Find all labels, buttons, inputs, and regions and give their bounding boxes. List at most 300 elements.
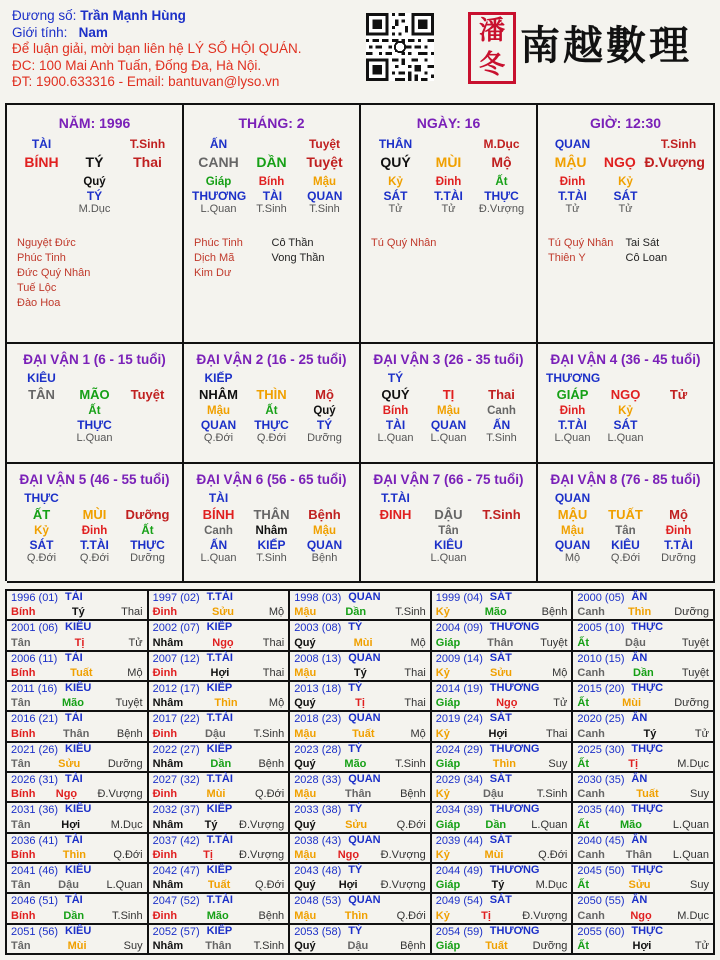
pillar-hidden-stem-row-cell [15,176,68,189]
dai-van-stage-row-cell: L.Quan [200,552,237,564]
year-stem: Đinh [152,788,178,801]
year-god-label: TÝ [348,742,363,755]
year-stem: Quý [294,940,316,952]
year-cell[interactable] [573,773,715,803]
year-stage: Thai [262,667,285,679]
year-cell[interactable] [290,743,432,773]
year-stem: Kỷ [435,667,450,679]
pillar-main-row-cell: QUÝ [380,154,411,170]
year-stem: Ất [577,636,589,649]
year-details [11,697,143,709]
year-stage: Tử [553,697,568,710]
year-branch: Hợi [210,667,230,679]
pillar-hidden-stem-row-cell: Bính [258,176,285,188]
year-stem: Quý [294,758,316,770]
dai-van-cell[interactable] [538,344,715,464]
dai-van-title: ĐẠI VẬN 3 (26 - 35 tuổi) [373,352,524,367]
year-branch: Tý [353,667,367,679]
year-branch: Dần [345,606,367,619]
pillar-hidden-stem-row [546,176,705,189]
year-cell[interactable] [7,621,149,651]
year-god-label: ẤN [631,833,648,846]
dai-van-stage-row-cell: Q.Đới [79,552,110,564]
year-god-label: ẤN [631,651,648,664]
year-stage: Bệnh [400,788,426,801]
pillar-god-row-cell: TÝ [86,189,103,203]
year-branch: Hợi [632,940,652,952]
year-cell[interactable] [149,621,291,651]
year-label: 2001 (06) [11,622,59,635]
year-stem: Ất [577,940,589,952]
year-cell[interactable] [432,773,574,803]
year-label: 2051 (56) [11,925,59,938]
year-details [11,667,143,679]
year-label: 2005 (10) [577,622,625,635]
dai-van-stage-row-cell: L.Quan [607,432,644,444]
pillar-god-row [15,189,174,203]
pillar-main-row [192,154,351,171]
year-cell[interactable] [432,864,574,894]
dai-van-top-row [15,491,174,505]
year-cell[interactable] [7,652,149,682]
year-details [153,606,285,618]
seal-char-1: 潘 [478,16,505,46]
year-cell[interactable] [290,712,432,742]
year-details [294,879,426,891]
year-cell[interactable] [290,621,432,651]
dai-van-main-row [546,507,705,523]
dai-van-god-row-cell: T.TÀI [80,538,109,552]
year-branch: Mão [619,818,642,831]
year-stem: Kỷ [435,909,450,922]
year-details [11,819,143,831]
year-cell[interactable] [432,925,574,955]
dai-van-cell[interactable] [7,464,184,583]
dai-van-top-row-cell: QUAN [554,491,591,505]
year-branch: Dậu [204,727,226,740]
year-god-label: KIÊU [65,803,92,816]
year-cell[interactable] [7,743,149,773]
owner-name: Trần Mạnh Hùng [80,8,186,23]
year-label: 2004 (09) [435,622,483,635]
year-cell[interactable] [149,894,291,924]
pillar-god-row-cell: THƯƠNG [192,189,247,203]
year-cell[interactable] [432,803,574,833]
dai-van-main-row-cell: Thai [488,387,515,402]
pillar-top-row-cell: THÂN [378,137,413,151]
year-label: 2032 (37) [152,804,200,817]
star-label: Thiên Y [548,252,586,264]
year-stage: Thai [404,697,426,710]
year-stage: Bệnh [116,727,143,740]
dai-van-god-row-cell: KIÊU [611,538,640,552]
year-label: 2023 (28) [294,743,342,756]
year-cell[interactable] [573,743,715,773]
year-cell[interactable] [432,894,574,924]
year-cell[interactable] [573,621,715,651]
dai-van-main-row-cell: Tử [669,387,688,402]
year-stem: Nhâm [152,879,184,892]
year-stage: Q.Đới [113,849,143,861]
pillar-main-row-cell: TÝ [85,154,104,170]
dai-van-main-row-cell: GIÁP [556,387,589,402]
pillar-stars [17,236,172,311]
dai-van-god-row-cell: KIẾP [257,538,286,552]
dai-van-stage-row-cell: L.Quan [377,432,414,444]
year-label: 2012 (17) [152,683,200,695]
pillar-god-row [546,189,705,203]
year-details [11,758,143,770]
year-label: 1997 (02) [152,592,200,604]
year-cell[interactable] [573,591,715,621]
year-cell[interactable] [149,864,291,894]
year-cell[interactable] [432,834,574,864]
year-stage: T.Sinh [536,788,568,801]
pillar-hidden-stem-row-cell: Đinh [435,176,462,188]
year-cell[interactable] [432,652,574,682]
year-cell[interactable] [7,894,149,924]
year-stem: Mậu [294,727,317,740]
year-cell[interactable] [290,652,432,682]
dai-van-stage-row-cell: Dưỡng [661,552,696,564]
year-label: 2028 (33) [294,774,342,786]
year-god-label: THỰC [631,682,664,694]
year-details [153,728,285,740]
year-label: 2041 (46) [11,865,59,877]
year-label: 2020 (25) [577,713,625,726]
dai-van-cell[interactable] [361,464,538,583]
year-label: 2030 (35) [577,774,625,786]
year-stage: Mộ [268,606,285,619]
year-stem: Kỷ [435,606,450,619]
year-stem: Nhâm [152,940,184,952]
year-branch: Mùi [353,636,373,649]
year-details [577,667,709,679]
dai-van-main-row [192,387,351,403]
year-label: 2049 (54) [435,895,483,908]
year-details [153,879,285,891]
star-label: Tai Sát [625,237,660,249]
dai-van-god-row-cell [15,418,68,432]
year-stem: Quý [294,879,316,892]
dai-van-top-row-cell: KIẾP [204,371,233,385]
year-cell[interactable] [7,712,149,742]
year-god-label: KIẾP [206,924,233,937]
dai-van-god-row-cell: QUAN [200,418,237,432]
dai-van-cell[interactable] [184,464,361,583]
year-god-label: T.TÀI [206,773,233,785]
year-cell[interactable] [432,743,574,773]
dai-van-hidden-stem-row-cell: Ất [88,405,101,417]
year-branch: Sửu [211,606,234,619]
year-label: 2055 (60) [577,925,625,938]
year-cell[interactable] [149,834,291,864]
year-branch: Tị [74,636,85,649]
year-branch: Ngọ [55,788,78,801]
year-stage: Mộ [552,667,568,679]
year-details [436,606,568,618]
contact-note: Để luận giải, mời bạn liên hệ LÝ SỐ HỘI QUÁN. [12,41,302,56]
year-stage: Q.Đới [396,818,426,831]
year-god-label: THỰC [631,742,664,755]
star-label [95,236,173,251]
year-cell[interactable] [149,773,291,803]
year-god-label: KIẾP [206,864,233,876]
dai-van-top-row-cell: THỰC [24,491,59,505]
dai-van-main-row-cell: NHÂM [199,387,238,402]
year-label: 2033 (38) [294,804,342,817]
year-branch: Thìn [62,849,87,861]
year-details [577,849,709,861]
year-cell[interactable] [7,925,149,955]
year-stage: Đ.Vượng [97,788,143,801]
dai-van-cell[interactable] [184,344,361,464]
year-stage: L.Quan [106,879,143,892]
dai-van-hidden-stem-row-cell: Kỷ [618,405,633,417]
pillar-hidden-stem-row-cell: Kỷ [618,176,633,188]
dai-van-top-row-cell: KIÊU [27,371,56,385]
pillar-god-row-cell: SÁT [383,189,408,203]
year-branch: Hợi [61,818,81,831]
year-stage: Đ.Vượng [380,879,426,892]
year-cell[interactable] [573,652,715,682]
year-label: 2008 (13) [294,652,342,665]
dai-van-title: ĐẠI VẬN 7 (66 - 75 tuổi) [373,472,524,487]
year-label: 2027 (32) [152,774,200,786]
year-stage: Tử [128,636,143,649]
year-cell[interactable] [290,925,432,955]
year-label: 2037 (42) [152,834,200,847]
year-label: 2048 (53) [294,895,342,908]
year-details [436,879,568,891]
year-branch: Tuất [352,727,375,740]
year-cell[interactable] [149,803,291,833]
dai-van-title: ĐẠI VẬN 6 (56 - 65 tuổi) [196,472,347,487]
year-details [436,697,568,709]
year-stem: Giáp [435,636,461,649]
year-details [153,910,285,922]
dai-van-stage-row [369,552,528,565]
year-stage: Tuyệt [540,636,568,649]
year-stage: Mộ [268,697,285,710]
pillar-top-row-cell: ẤN [209,137,228,151]
year-stem: Tân [11,636,31,649]
year-god-label: KIẾP [206,803,233,816]
year-stage: L.Quan [672,818,709,831]
dai-van-cell[interactable] [538,464,715,583]
dai-van-stage-row-cell: Q.Đới [610,552,641,564]
year-stem: Mậu [294,788,317,801]
year-stage: Tuyệt [681,667,709,679]
year-cell[interactable] [149,925,291,955]
year-god-label: SÁT [489,894,512,907]
year-stage: Thai [121,606,143,619]
star-label: Phúc Tinh [17,252,66,264]
dai-van-hidden-stem-row-cell: Đinh [81,525,108,537]
dai-van-stage-row-cell: Dưỡng [130,552,165,564]
year-stem: Kỷ [435,727,450,740]
year-branch: Dần [210,758,232,770]
year-details [153,758,285,770]
year-stem: Ất [577,758,589,770]
year-cell[interactable] [573,925,715,955]
pillar-god-row [192,189,351,203]
pillar-cell [7,105,184,344]
year-branch: Hợi [488,727,508,740]
year-cell[interactable] [7,864,149,894]
year-details [577,910,709,922]
year-stage: Dưỡng [532,940,568,952]
dai-van-hidden-stem-row-cell: Đinh [559,405,586,417]
year-cell[interactable] [573,712,715,742]
year-stem: Đinh [152,849,178,861]
year-label: 2022 (27) [152,743,200,756]
year-label: 2029 (34) [435,774,483,786]
dai-van-cell[interactable] [7,344,184,464]
year-stage: Thai [545,727,568,740]
pillar-top-row-cell: M.Dục [483,137,520,151]
year-label: 2054 (59) [435,925,483,938]
year-cell[interactable] [290,803,432,833]
year-details [11,940,143,952]
year-cell[interactable] [290,894,432,924]
year-cell[interactable] [432,591,574,621]
year-cell[interactable] [149,743,291,773]
year-cell[interactable] [573,803,715,833]
dai-van-hidden-stem-row-cell: Ất [141,525,154,537]
dai-van-hidden-stem-row-cell [15,405,68,418]
dai-van-main-row [15,507,174,523]
year-branch: Tý [491,879,505,892]
year-label: 2016 (21) [11,713,59,726]
year-cell[interactable] [290,834,432,864]
year-god-label: ẤN [631,712,648,725]
year-stage: L.Quan [531,818,568,831]
year-stage: Thai [404,667,426,679]
pillar-cell [361,105,538,344]
dai-van-hidden-stem-row-cell: Quý [313,405,336,417]
year-god-label: THƯƠNG [489,742,540,755]
dai-van-main-row-cell: Mộ [669,507,688,522]
pillar-god-row-cell: THỰC [484,189,519,203]
year-cell[interactable] [290,682,432,712]
year-details [153,940,285,952]
year-branch: Dần [485,818,507,831]
year-stem: Ất [577,879,589,892]
owner-label: Đương số: [12,8,77,23]
year-god-label: TÝ [348,924,363,937]
year-stage: Dưỡng [674,606,709,619]
star-label: Đào Hoa [17,297,61,309]
year-branch: Thân [345,788,372,801]
dai-van-cell[interactable] [361,344,538,464]
year-cell[interactable] [7,803,149,833]
year-god-label: TÝ [348,621,363,634]
year-details [153,697,285,709]
year-details [294,849,426,861]
dai-van-stage-row [546,432,705,445]
pillar-cell [184,105,361,344]
year-god-label: THỰC [631,864,664,876]
year-details [577,606,709,618]
year-label: 2011 (16) [11,683,58,695]
pillar-god-row-cell [652,189,705,203]
year-stage: Q.Đới [254,788,285,801]
pillar-hidden-stem-row [15,176,174,189]
year-label: 2024 (29) [435,743,483,756]
pillar-hidden-stem-row-cell [652,176,705,189]
year-details [577,637,709,649]
pillar-god-row [369,189,528,203]
year-cell[interactable] [432,682,574,712]
dai-van-top-row [369,491,528,505]
dai-van-top-row [192,491,351,505]
year-cell[interactable] [7,773,149,803]
year-cell[interactable] [149,682,291,712]
year-god-label: THƯƠNG [489,864,540,876]
pillar-top-row [15,137,174,151]
year-cell[interactable] [573,682,715,712]
year-label: 2036 (41) [11,834,59,847]
year-details [577,697,709,709]
year-cell[interactable] [432,621,574,651]
dai-van-stage-row-cell [475,552,528,565]
year-label: 2010 (15) [577,652,625,665]
year-label: 2015 (20) [577,683,625,695]
dai-van-main-row-cell: Bệnh [308,507,341,522]
year-cell[interactable] [432,712,574,742]
star-label [95,281,173,296]
dai-van-hidden-stem-row-cell: Ất [265,405,278,417]
dai-van-title: ĐẠI VẬN 1 (6 - 15 tuổi) [23,352,166,367]
dai-van-top-row-cell [121,371,174,385]
pillar-top-row-cell [599,137,652,151]
year-cell[interactable] [149,652,291,682]
pillar-stars [371,236,526,251]
year-label: 2053 (58) [294,925,342,938]
year-cell[interactable] [573,834,715,864]
year-stage: Đ.Vượng [380,849,426,861]
year-cell[interactable] [7,682,149,712]
year-cell[interactable] [7,834,149,864]
year-god-label: SÁT [489,712,512,725]
year-cell[interactable] [290,591,432,621]
star-label [272,266,350,281]
year-details [153,637,285,649]
dai-van-main-row-cell: TUẤT [608,507,643,522]
year-stem: Mậu [294,606,317,619]
year-cell[interactable] [149,712,291,742]
qr-code-icon [366,13,434,81]
year-stage: T.Sinh [395,606,426,619]
year-cell[interactable] [573,864,715,894]
dai-van-title: ĐẠI VẬN 5 (46 - 55 tuổi) [19,472,170,487]
year-cell[interactable] [573,894,715,924]
year-cell[interactable] [149,591,291,621]
dai-van-stage-row-cell: L.Quan [76,432,113,444]
year-cell[interactable] [290,773,432,803]
year-cell[interactable] [7,591,149,621]
year-branch: Thìn [214,697,238,710]
year-details [294,758,426,770]
year-cell[interactable] [290,864,432,894]
dai-van-stage-row-cell: Q.Đới [203,432,234,444]
dai-van-stage-row [192,552,351,565]
contact-phone-email[interactable]: ĐT: 1900.633316 - Email: bantuvan@lyso.vn [12,74,280,89]
year-details [11,606,143,618]
year-label: 2031 (36) [11,804,59,817]
dai-van-god-row-cell: KIÊU [434,538,463,552]
